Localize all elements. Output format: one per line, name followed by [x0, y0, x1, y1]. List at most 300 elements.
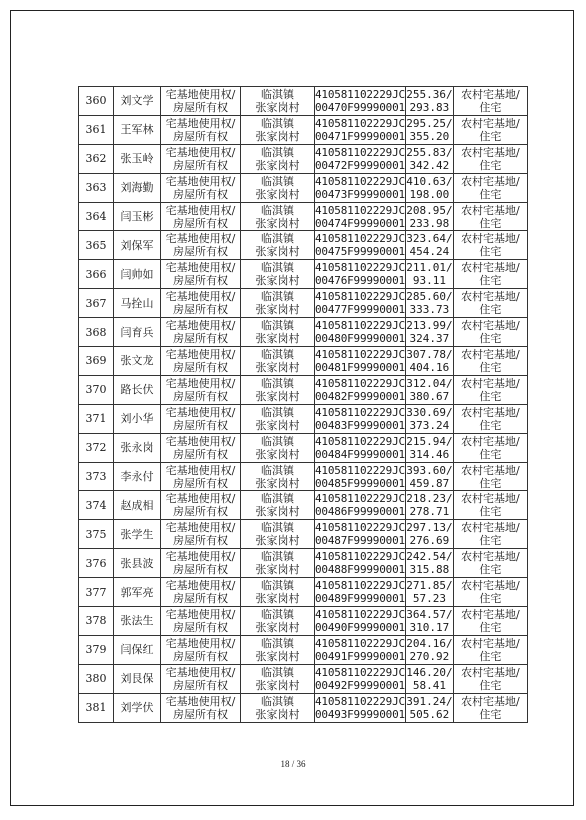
cell-number-text: 363 — [85, 181, 107, 195]
cell-owner-name — [114, 260, 161, 289]
cell-land-use-text: 住宅 — [479, 678, 502, 692]
cell-location-text: 临淇镇 — [261, 145, 294, 159]
cell-right-type — [161, 433, 241, 462]
cell-land-use-text: 农村宅基地/ — [461, 145, 520, 159]
cell-land-use — [453, 607, 527, 636]
cell-area — [405, 318, 453, 347]
cell-number — [79, 375, 114, 404]
cell-location-text: 临淇镇 — [261, 405, 294, 419]
cell-owner-name-text: 刘小华 — [120, 412, 154, 426]
cell-unit-code-text: 410581102229JC — [315, 550, 405, 564]
cell-unit-code — [315, 144, 406, 173]
cell-owner-name-text: 刘学伏 — [120, 701, 154, 715]
cell-number-text: 378 — [85, 614, 107, 628]
cell-owner-name — [114, 289, 161, 318]
cell-location — [241, 289, 315, 318]
cell-location-text: 临淇镇 — [261, 116, 294, 130]
cell-area-text: 93.11 — [412, 274, 446, 288]
cell-land-use-text: 农村宅基地/ — [461, 492, 520, 506]
cell-area-text: 393.60/ — [406, 463, 453, 477]
cell-location-text: 张家岗村 — [255, 187, 300, 201]
cell-area — [405, 375, 453, 404]
cell-unit-code-text: 00489F99990001 — [315, 592, 405, 606]
cell-land-use — [453, 549, 527, 578]
cell-location — [241, 375, 315, 404]
cell-right-type-text: 房屋所有权 — [173, 678, 228, 692]
cell-unit-code-text: 410581102229JC — [315, 579, 405, 593]
cell-unit-code — [315, 693, 406, 722]
cell-owner-name-text: 赵成相 — [120, 498, 154, 512]
cell-right-type-text: 房屋所有权 — [173, 505, 228, 519]
cell-number-text: 380 — [85, 672, 107, 686]
cell-unit-code-text: 00481F99990001 — [315, 360, 405, 374]
cell-right-type-text: 宅基地使用权/ — [165, 116, 236, 130]
cell-unit-code — [315, 289, 406, 318]
cell-unit-code-text: 00470F99990001 — [315, 100, 405, 114]
cell-land-use-text: 农村宅基地/ — [461, 290, 520, 304]
cell-number-text: 364 — [85, 210, 107, 223]
cell-land-use-text: 农村宅基地/ — [461, 463, 520, 477]
cell-owner-name — [114, 491, 161, 520]
cell-location — [241, 231, 315, 260]
cell-land-use-text: 农村宅基地/ — [461, 87, 520, 101]
cell-location-text: 临淇镇 — [261, 319, 294, 333]
cell-unit-code-text: 410581102229JC — [315, 116, 405, 130]
cell-location-text: 临淇镇 — [261, 607, 294, 621]
cell-number — [79, 260, 114, 289]
cell-location-text: 张家岗村 — [255, 303, 300, 317]
cell-area-text: 391.24/ — [406, 694, 453, 708]
cell-area — [405, 202, 453, 231]
cell-unit-code-text: 00471F99990001 — [315, 129, 405, 143]
cell-land-use-text: 住宅 — [479, 505, 502, 519]
cell-land-use — [453, 462, 527, 491]
cell-location-text: 张家岗村 — [255, 534, 300, 548]
cell-land-use-text: 住宅 — [479, 620, 502, 634]
cell-number — [79, 318, 114, 347]
table-row — [79, 375, 528, 404]
table-row — [79, 202, 528, 231]
cell-right-type-text: 宅基地使用权/ — [165, 550, 236, 564]
cell-number-text: 369 — [85, 354, 107, 368]
cell-area-text: 58.41 — [412, 678, 446, 692]
cell-unit-code — [315, 87, 406, 116]
cell-number — [79, 347, 114, 376]
cell-number — [79, 693, 114, 722]
cell-number-text: 366 — [85, 267, 107, 281]
cell-unit-code-text: 410581102229JC — [315, 376, 405, 390]
cell-right-type-text: 房屋所有权 — [173, 216, 228, 230]
cell-unit-code-text: 410581102229JC — [315, 174, 405, 188]
cell-owner-name — [114, 144, 161, 173]
cell-owner-name-text: 张永岗 — [120, 441, 154, 455]
cell-number-text: 367 — [85, 296, 107, 310]
cell-area — [405, 289, 453, 318]
cell-location — [241, 87, 315, 116]
cell-owner-name-text: 张文龙 — [120, 354, 154, 368]
cell-owner-name — [114, 462, 161, 491]
cell-area-text: 315.88 — [409, 563, 450, 577]
cell-area-text: 278.71 — [409, 505, 450, 519]
cell-right-type-text: 宅基地使用权/ — [165, 521, 236, 535]
cell-unit-code-text: 410581102229JC — [315, 492, 405, 506]
table-row — [79, 404, 528, 433]
cell-area — [405, 664, 453, 693]
cell-area-text: 324.37 — [409, 332, 450, 346]
cell-land-use — [453, 491, 527, 520]
cell-number — [79, 520, 114, 549]
cell-location — [241, 260, 315, 289]
cell-area-text: 297.13/ — [406, 521, 453, 535]
cell-land-use-text: 农村宅基地/ — [461, 174, 520, 188]
cell-number — [79, 289, 114, 318]
cell-owner-name — [114, 231, 161, 260]
cell-location-text: 张家岗村 — [255, 649, 300, 663]
cell-location — [241, 462, 315, 491]
cell-area-text: 312.04/ — [406, 376, 453, 390]
cell-location-text: 临淇镇 — [261, 290, 294, 304]
cell-land-use-text: 农村宅基地/ — [461, 376, 520, 390]
cell-owner-name-text: 郭军亮 — [120, 585, 154, 599]
cell-location — [241, 491, 315, 520]
cell-right-type-text: 房屋所有权 — [173, 418, 228, 432]
cell-location-text: 临淇镇 — [261, 636, 294, 650]
cell-owner-name — [114, 635, 161, 664]
cell-right-type-text: 宅基地使用权/ — [165, 261, 236, 275]
cell-right-type — [161, 635, 241, 664]
cell-number-text: 368 — [85, 325, 107, 339]
cell-area — [405, 173, 453, 202]
cell-land-use-text: 住宅 — [479, 360, 502, 374]
cell-land-use — [453, 87, 527, 116]
cell-unit-code — [315, 347, 406, 376]
cell-land-use-text: 住宅 — [479, 447, 502, 461]
cell-area-text: 285.60/ — [406, 290, 453, 304]
cell-right-type-text: 房屋所有权 — [173, 274, 228, 288]
cell-area-text: 307.78/ — [406, 347, 453, 361]
cell-area — [405, 404, 453, 433]
cell-owner-name — [114, 202, 161, 231]
cell-land-use-text: 农村宅基地/ — [461, 232, 520, 246]
cell-area — [405, 347, 453, 376]
cell-right-type-text: 房屋所有权 — [173, 563, 228, 577]
cell-land-use-text: 农村宅基地/ — [461, 694, 520, 708]
cell-area-text: 255.83/ — [406, 145, 453, 159]
cell-location-text: 临淇镇 — [261, 261, 294, 275]
cell-area-text: 373.24 — [409, 418, 450, 432]
cell-area-text: 271.85/ — [406, 579, 453, 593]
cell-number-text: 374 — [85, 498, 107, 512]
cell-right-type — [161, 87, 241, 116]
cell-unit-code — [315, 635, 406, 664]
cell-right-type — [161, 664, 241, 693]
cell-land-use-text: 住宅 — [479, 418, 502, 432]
cell-location-text: 张家岗村 — [255, 505, 300, 519]
cell-unit-code — [315, 491, 406, 520]
cell-number-text: 376 — [85, 556, 107, 570]
table-row — [79, 664, 528, 693]
cell-unit-code-text: 00485F99990001 — [315, 476, 405, 490]
cell-right-type — [161, 549, 241, 578]
cell-location-text: 张家岗村 — [255, 620, 300, 634]
cell-land-use-text: 农村宅基地/ — [461, 319, 520, 333]
cell-unit-code — [315, 578, 406, 607]
cell-number-text: 372 — [85, 441, 107, 455]
cell-unit-code-text: 410581102229JC — [315, 347, 405, 361]
cell-area-text: 198.00 — [409, 187, 450, 201]
cell-right-type — [161, 693, 241, 722]
cell-right-type-text: 宅基地使用权/ — [165, 145, 236, 159]
cell-location-text: 张家岗村 — [255, 678, 300, 692]
cell-unit-code-text: 410581102229JC — [315, 261, 405, 275]
cell-land-use-text: 住宅 — [479, 476, 502, 490]
cell-unit-code-text: 410581102229JC — [315, 145, 405, 159]
cell-right-type-text: 房屋所有权 — [173, 620, 228, 634]
cell-unit-code-text: 410581102229JC — [315, 203, 405, 217]
cell-number — [79, 578, 114, 607]
cell-unit-code-text: 00491F99990001 — [315, 649, 405, 663]
cell-owner-name-text: 马拴山 — [120, 296, 154, 310]
table-row — [79, 491, 528, 520]
cell-area-text: 270.92 — [409, 649, 450, 663]
cell-land-use — [453, 578, 527, 607]
cell-area-text: 211.01/ — [406, 261, 453, 275]
cell-owner-name-text: 张玉岭 — [120, 152, 154, 166]
cell-owner-name-text: 张学生 — [120, 527, 154, 541]
cell-unit-code-text: 410581102229JC — [315, 521, 405, 535]
cell-land-use-text: 住宅 — [479, 649, 502, 663]
cell-location-text: 临淇镇 — [261, 87, 294, 101]
cell-unit-code-text: 00486F99990001 — [315, 505, 405, 519]
cell-area-text: 295.25/ — [406, 116, 453, 130]
cell-unit-code-text: 410581102229JC — [315, 665, 405, 679]
cell-land-use — [453, 375, 527, 404]
cell-unit-code — [315, 433, 406, 462]
table-row — [79, 318, 528, 347]
cell-location-text: 临淇镇 — [261, 376, 294, 390]
cell-right-type-text: 房屋所有权 — [173, 649, 228, 663]
cell-location-text: 张家岗村 — [255, 563, 300, 577]
cell-number — [79, 115, 114, 144]
cell-unit-code-text: 00477F99990001 — [315, 303, 405, 317]
cell-number — [79, 607, 114, 636]
cell-unit-code — [315, 202, 406, 231]
cell-area — [405, 607, 453, 636]
cell-unit-code — [315, 173, 406, 202]
table-row — [79, 173, 528, 202]
cell-area — [405, 578, 453, 607]
table-row — [79, 144, 528, 173]
cell-land-use — [453, 144, 527, 173]
cell-number-text: 381 — [85, 701, 107, 715]
cell-location-text: 临淇镇 — [261, 174, 294, 188]
cell-number-text: 373 — [85, 470, 107, 484]
cell-unit-code — [315, 607, 406, 636]
cell-area-text: 314.46 — [409, 447, 450, 461]
cell-land-use-text: 农村宅基地/ — [461, 405, 520, 419]
cell-location-text: 临淇镇 — [261, 463, 294, 477]
cell-right-type-text: 宅基地使用权/ — [165, 665, 236, 679]
cell-area-text: 459.87 — [409, 476, 450, 490]
cell-owner-name-text: 刘文学 — [120, 94, 154, 108]
cell-unit-code-text: 410581102229JC — [315, 607, 405, 621]
cell-area — [405, 693, 453, 722]
cell-land-use — [453, 318, 527, 347]
table-row — [79, 693, 528, 722]
cell-location-text: 临淇镇 — [261, 521, 294, 535]
cell-land-use — [453, 693, 527, 722]
cell-area — [405, 260, 453, 289]
cell-land-use-text: 农村宅基地/ — [461, 636, 520, 650]
cell-owner-name-text: 李永付 — [120, 470, 154, 484]
cell-right-type-text: 宅基地使用权/ — [165, 434, 236, 448]
table-row — [79, 607, 528, 636]
cell-location-text: 张家岗村 — [255, 360, 300, 374]
cell-number — [79, 664, 114, 693]
cell-location-text: 张家岗村 — [255, 158, 300, 172]
cell-area-text: 146.20/ — [406, 665, 453, 679]
cell-area-text: 355.20 — [409, 129, 450, 143]
cell-right-type-text: 宅基地使用权/ — [165, 87, 236, 101]
cell-owner-name — [114, 520, 161, 549]
cell-land-use — [453, 231, 527, 260]
cell-location-text: 临淇镇 — [261, 579, 294, 593]
cell-right-type-text: 房屋所有权 — [173, 100, 228, 114]
cell-owner-name-text: 刘保军 — [120, 238, 154, 252]
cell-land-use-text: 住宅 — [479, 187, 502, 201]
cell-area — [405, 462, 453, 491]
cell-unit-code — [315, 231, 406, 260]
cell-location-text: 张家岗村 — [255, 100, 300, 114]
cell-land-use — [453, 260, 527, 289]
cell-number-text: 361 — [85, 123, 107, 137]
cell-right-type-text: 宅基地使用权/ — [165, 636, 236, 650]
cell-owner-name — [114, 115, 161, 144]
cell-unit-code-text: 410581102229JC — [315, 463, 405, 477]
cell-land-use-text: 住宅 — [479, 303, 502, 317]
cell-area — [405, 433, 453, 462]
cell-right-type-text: 房屋所有权 — [173, 389, 228, 403]
cell-right-type — [161, 231, 241, 260]
cell-area-text: 242.54/ — [406, 550, 453, 564]
cell-land-use — [453, 520, 527, 549]
cell-location — [241, 318, 315, 347]
cell-land-use-text: 农村宅基地/ — [461, 550, 520, 564]
cell-right-type-text: 房屋所有权 — [173, 534, 228, 548]
cell-land-use-text: 住宅 — [479, 129, 502, 143]
cell-area — [405, 635, 453, 664]
cell-number-text: 377 — [85, 585, 107, 599]
cell-area-text: 276.69 — [409, 534, 450, 548]
cell-number — [79, 404, 114, 433]
cell-owner-name-text: 闫玉彬 — [120, 210, 154, 223]
table-row — [79, 87, 528, 116]
cell-right-type — [161, 607, 241, 636]
cell-area-text: 505.62 — [409, 707, 450, 721]
cell-right-type-text: 宅基地使用权/ — [165, 347, 236, 361]
cell-land-use-text: 住宅 — [479, 158, 502, 172]
cell-owner-name-text: 路长伏 — [120, 383, 154, 397]
cell-land-use-text: 住宅 — [479, 707, 502, 721]
cell-location — [241, 202, 315, 231]
cell-land-use — [453, 404, 527, 433]
table-row — [79, 115, 528, 144]
cell-owner-name-text: 闫帅如 — [120, 267, 154, 281]
cell-land-use-text: 住宅 — [479, 274, 502, 288]
table-body — [79, 87, 528, 723]
cell-land-use-text: 农村宅基地/ — [461, 347, 520, 361]
cell-unit-code-text: 00492F99990001 — [315, 678, 405, 692]
cell-area-text: 364.57/ — [406, 607, 453, 621]
cell-location — [241, 347, 315, 376]
cell-area — [405, 87, 453, 116]
cell-unit-code-text: 410581102229JC — [315, 319, 405, 333]
table-row — [79, 549, 528, 578]
cell-area-text: 380.67 — [409, 389, 450, 403]
cell-area-text: 342.42 — [409, 158, 450, 172]
cell-area-text: 255.36/ — [406, 87, 453, 101]
cell-right-type-text: 宅基地使用权/ — [165, 203, 236, 217]
cell-land-use-text: 农村宅基地/ — [461, 434, 520, 448]
cell-land-use — [453, 289, 527, 318]
cell-owner-name — [114, 347, 161, 376]
cell-right-type-text: 宅基地使用权/ — [165, 174, 236, 188]
cell-right-type — [161, 318, 241, 347]
cell-right-type — [161, 347, 241, 376]
cell-owner-name — [114, 173, 161, 202]
cell-unit-code-text: 00476F99990001 — [315, 274, 405, 288]
cell-right-type — [161, 404, 241, 433]
cell-unit-code-text: 410581102229JC — [315, 636, 405, 650]
cell-right-type-text: 房屋所有权 — [173, 158, 228, 172]
cell-unit-code-text: 00482F99990001 — [315, 389, 405, 403]
cell-location-text: 张家岗村 — [255, 476, 300, 490]
cell-land-use-text: 住宅 — [479, 245, 502, 259]
cell-right-type-text: 房屋所有权 — [173, 476, 228, 490]
cell-land-use-text: 农村宅基地/ — [461, 261, 520, 275]
cell-location-text: 张家岗村 — [255, 332, 300, 346]
cell-location-text: 临淇镇 — [261, 550, 294, 564]
cell-owner-name — [114, 578, 161, 607]
table-row — [79, 289, 528, 318]
cell-owner-name — [114, 664, 161, 693]
cell-unit-code-text: 410581102229JC — [315, 405, 405, 419]
cell-location-text: 临淇镇 — [261, 694, 294, 708]
cell-unit-code — [315, 462, 406, 491]
cell-area-text: 330.69/ — [406, 405, 453, 419]
cell-area-text: 323.64/ — [406, 232, 453, 246]
table-row — [79, 520, 528, 549]
cell-right-type-text: 房屋所有权 — [173, 129, 228, 143]
cell-unit-code-text: 00493F99990001 — [315, 707, 405, 721]
cell-land-use-text: 住宅 — [479, 534, 502, 548]
cell-right-type — [161, 144, 241, 173]
cell-unit-code-text: 00490F99990001 — [315, 620, 405, 634]
cell-land-use — [453, 347, 527, 376]
cell-right-type-text: 宅基地使用权/ — [165, 376, 236, 390]
cell-right-type-text: 宅基地使用权/ — [165, 290, 236, 304]
cell-owner-name-text: 刘艮保 — [120, 672, 154, 686]
cell-area-text: 454.24 — [409, 245, 450, 259]
cell-location-text: 张家岗村 — [255, 592, 300, 606]
cell-number — [79, 173, 114, 202]
cell-location — [241, 635, 315, 664]
cell-owner-name — [114, 87, 161, 116]
table-row — [79, 433, 528, 462]
cell-unit-code — [315, 664, 406, 693]
cell-land-use-text: 住宅 — [479, 592, 502, 606]
cell-unit-code-text: 00475F99990001 — [315, 245, 405, 259]
